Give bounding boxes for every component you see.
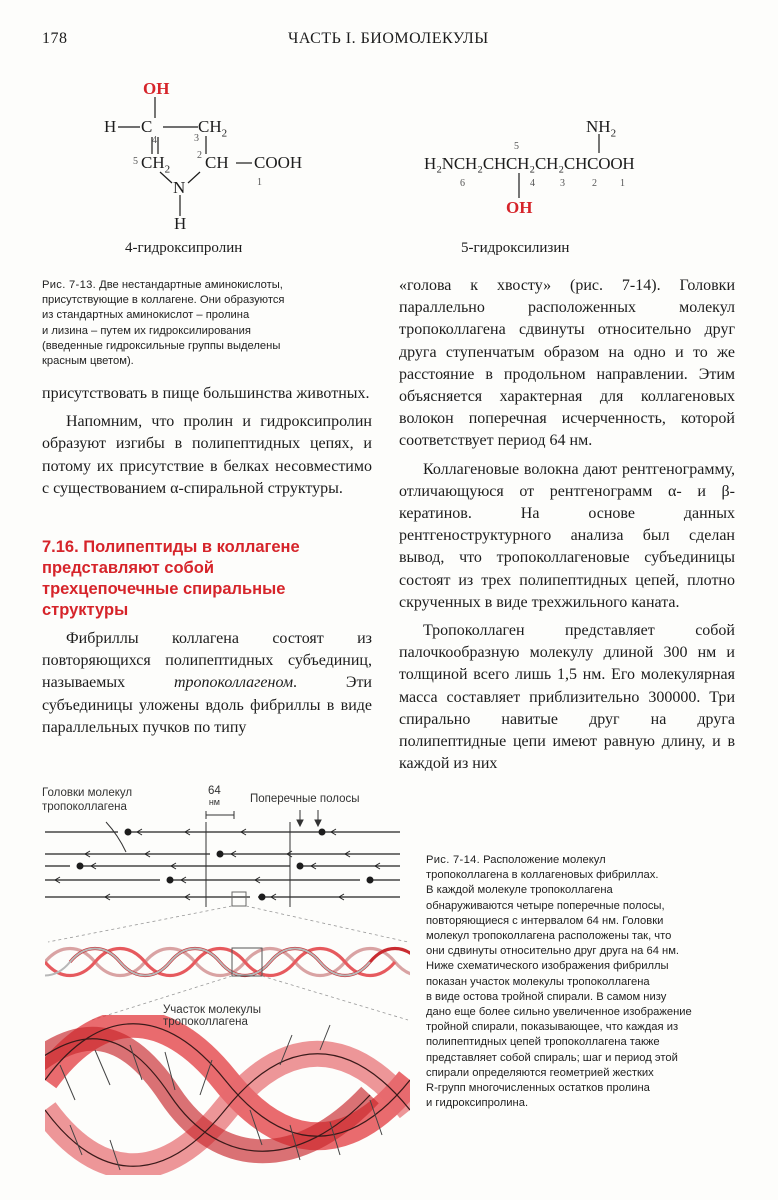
locant-1: 1 <box>620 178 625 189</box>
page-number: 178 <box>42 30 68 47</box>
bands-label: Поперечные полосы <box>250 793 360 805</box>
paragraph: Тропоколлаген представляет собой палочкообразную молекулу длиной 300 нм и толщиной всего лишь 1,5 нм. Его молекулярная масса составляет приблизительно 300000. Три спирально навитые друг на друга полипептидные цепи имеют равную длину, и в каждой из них <box>399 622 735 773</box>
running-head: ЧАСТЬ I. БИОМОЛЕКУЛЫ <box>288 30 489 47</box>
locant-6: 6 <box>460 178 465 189</box>
locant-2: 2 <box>592 178 597 189</box>
hydroxyl-group: OH <box>143 79 170 98</box>
locant-4: 4 <box>152 135 157 146</box>
paragraph: «голова к хвосту» (рис. 7-14). Головки параллельно расположенных молекул тропоколлагена сдвинуты относительно друг друга ступенчатым образом на одно и то же расстояние в продольном направлении. Этим объясняется характерная для коллагеновых волокон поперечная исчерченность, которой соответствует период 64 нм. <box>399 277 735 450</box>
paragraph: присутствовать в пище большинства животных. <box>42 385 370 402</box>
paragraph: Напомним, что пролин и гидроксипролин образуют изгибы в полипептидных цепях, и потому их присутствие в белках несовместимо с существованием α-спиральной структуры. <box>42 413 372 497</box>
locant-2: 2 <box>197 150 202 161</box>
figure-7-13-caption: Рис. 7-13. Две нестандартные аминокислоты, присутствующие в коллагене. Они образуются из стандартных аминокислот – пролина и лизина – путем их гидроксилирования (введенные гидроксильные группы выделены красным цветом). <box>42 279 285 368</box>
hydroxylysine-structure <box>400 0 778 270</box>
locant-3: 3 <box>194 133 199 144</box>
nitrogen-hydrogen: H <box>174 214 187 233</box>
ring-ch2-left: $CH_2$ <box>141 153 171 176</box>
carbon-4: C <box>141 117 153 136</box>
figure-7-14-illustration <box>0 780 420 1180</box>
left-column-text <box>42 383 372 500</box>
figure-7-14-caption: Рис. 7-14. Расположение молекул тропоколлагена в коллагеновых фибриллах. В каждой молекуле тропоколлагена обнаруживаются четыре поперечные полосы, повторяющиеся с интервалом 64 нм. Головки молекул тропоколлагена расположены так, что они сдвинуты относительно друг друга на 64 нм. Ниже схематического изображения фибриллы показан участок молекулы тропоколлагена в виде остова тройной спирали. В самом низу дано еще более сильно увеличенное изображение тройной спирали, показывающее, что каждая из полипептидных цепей тропоколлагена также представляет собой спираль; шаг и период этой спирали определяются геометрией жестких R-групп многочисленных остатков пролина и гидроксипролина. <box>426 854 692 1110</box>
paragraph: Фибриллы коллагена состоят из повторяющихся полипептидных субъединиц, называемых тропоколлагеном. Эти субъединицы уложены вдоль фибриллы в виде параллельных пучков по типу <box>42 630 372 736</box>
ring-nitrogen: N <box>173 178 186 197</box>
hydrogen-atom: H <box>104 117 117 136</box>
fibril-diagram <box>0 780 420 1180</box>
hydroxyl-group: OH <box>506 198 533 217</box>
left-column-text-2 <box>42 628 372 739</box>
paragraph: Коллагеновые волокна дают рентгенограмму, отличающуюся от рентгенограмм α- и β-кератинов. На основе данных рентгеноструктурного анализа был сделан вывод, что тропоколлагеновые субъединицы состоят из трех полипептидных цепей, плотно скрученных в виде трехжильного каната. <box>399 460 735 611</box>
heads-label: Головки молекул тропоколлагена <box>42 787 133 813</box>
caption-tag: Рис. 7-13. <box>42 279 97 291</box>
hydroxylysine-name: 5-гидроксилизин <box>461 240 570 256</box>
right-column-text <box>399 275 735 775</box>
segment-label: Участок молекулы тропоколлагена <box>163 1004 261 1028</box>
locant-5-top: 5 <box>514 141 519 152</box>
ring-ch2-top: $CH_2$ <box>198 117 228 140</box>
amino-group: $NH_2$ <box>586 117 617 140</box>
period-label: 64 нм <box>208 785 221 807</box>
hydroxylysine-formula: H₂NCH₂CHCH₂CH₂CHCOOH <box>424 154 635 173</box>
section-heading: 7.16. Полипептиды в коллагене представляют собой трехцепочечные спиральные структуры <box>42 538 300 619</box>
carboxyl-group: COOH <box>254 153 303 172</box>
ring-ch-right: CH <box>205 153 229 172</box>
locant-1: 1 <box>257 177 262 188</box>
locant-5: 5 <box>133 156 138 167</box>
hydroxyproline-name: 4-гидроксипролин <box>125 240 243 256</box>
caption-tag: Рис. 7-14. <box>426 854 481 866</box>
hydroxyproline-structure <box>0 0 400 270</box>
locant-3: 3 <box>560 178 565 189</box>
locant-4: 4 <box>530 178 535 189</box>
